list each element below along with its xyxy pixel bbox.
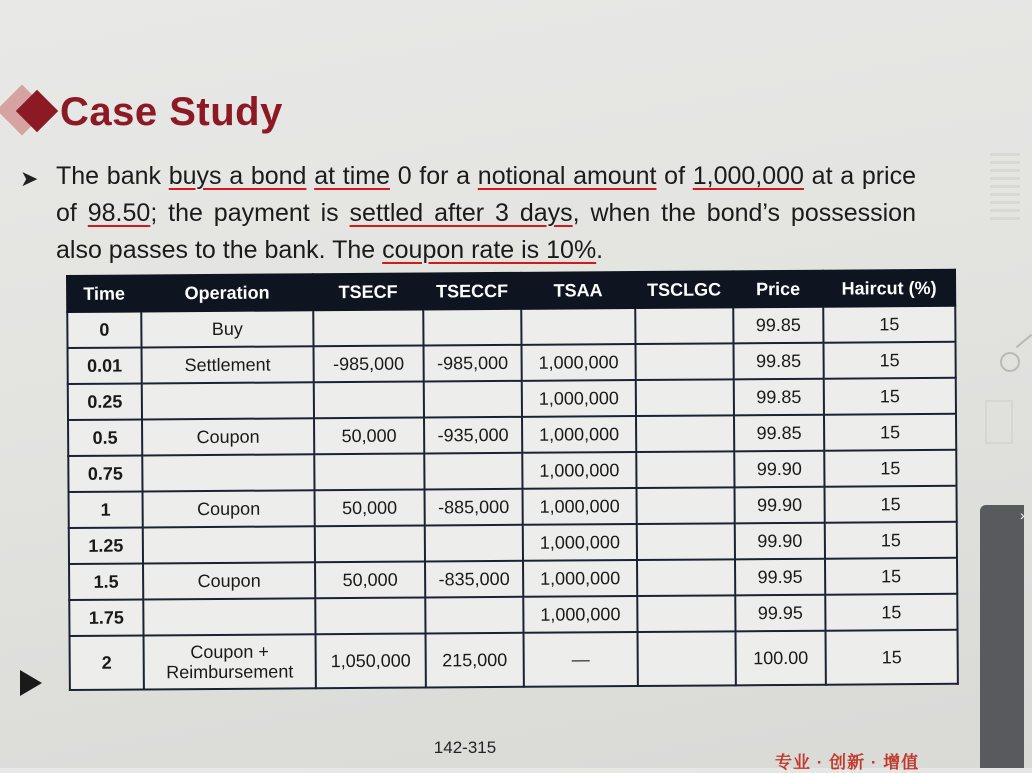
cell-time: 1.25 [69, 527, 143, 564]
header-tsaa: TSAA [521, 272, 635, 309]
cell-operation [142, 382, 314, 419]
underlined-phrase: 98.50 [87, 199, 151, 227]
header-time: Time [67, 275, 141, 312]
cell-haircut: 15 [825, 522, 957, 559]
background-decoration-line [1016, 334, 1032, 348]
background-decoration-circle [1000, 352, 1020, 372]
text-part: The bank [56, 162, 169, 190]
underlined-phrase: coupon rate is 10% [382, 236, 597, 264]
cell-time: 1 [69, 491, 143, 528]
case-description [56, 158, 916, 269]
table-row [69, 558, 957, 600]
cell-time: 0.5 [68, 419, 142, 456]
cell-tsaa: 1,000,000 [523, 524, 637, 561]
cell-tsecf: 50,000 [315, 490, 425, 527]
header-haircut: Haircut (%) [823, 270, 955, 307]
table-row [68, 414, 956, 456]
text-part: . [596, 236, 604, 264]
cell-tsclgc [636, 379, 734, 416]
cell-price: 99.95 [735, 595, 825, 632]
cell-price: 99.90 [734, 487, 824, 524]
cell-haircut: 15 [824, 486, 956, 523]
cell-price: 99.85 [733, 343, 823, 380]
cell-operation [143, 526, 315, 563]
cell-time: 0 [67, 311, 141, 348]
text-part: ; the payment is [150, 199, 350, 227]
cell-tsaa: 1,000,000 [523, 488, 637, 525]
slide-title: Case Study [60, 90, 283, 134]
underlined-phrase: 1,000,000 [692, 162, 804, 190]
cell-tsaa: 1,000,000 [522, 380, 636, 417]
cell-haircut: 15 [823, 306, 955, 343]
cell-tsecf: 50,000 [315, 562, 425, 599]
background-decoration [990, 150, 1020, 220]
cell-tsecf [314, 454, 424, 491]
cell-operation: Coupon [142, 418, 314, 455]
cell-tsclgc [637, 487, 735, 524]
cell-price: 99.85 [733, 307, 823, 344]
table-row [70, 630, 958, 690]
footer-slogan: 专业 · 创新 · 增值 [775, 753, 920, 772]
cell-price: 99.85 [734, 379, 824, 416]
cell-time: 2 [70, 635, 144, 690]
cell-price: 99.85 [734, 415, 824, 452]
underlined-phrase: at time [314, 162, 390, 190]
cell-operation: Coupon [143, 490, 315, 527]
cell-tseccf [425, 525, 523, 562]
cell-tsecf: 1,050,000 [316, 633, 426, 688]
cell-price: 99.90 [735, 523, 825, 560]
cell-tsclgc [636, 415, 734, 452]
cell-tsaa: 1,000,000 [523, 596, 637, 633]
cell-time: 0.01 [68, 347, 142, 384]
cell-tsecf [313, 310, 423, 347]
cell-tsecf [314, 382, 424, 419]
cell-tsaa: 1,000,000 [522, 416, 636, 453]
cell-tsaa: 1,000,000 [522, 452, 636, 489]
cell-haircut: 15 [824, 414, 956, 451]
cell-tsclgc [635, 343, 733, 380]
cell-tseccf [423, 309, 521, 346]
cell-tsaa [521, 308, 635, 345]
header-tsclgc: TSCLGC [635, 271, 733, 308]
text-part: 0 for a [389, 162, 478, 190]
text-part: , when the bond’s possession also passes to the bank. The [56, 199, 916, 264]
cursor-icon: › [1020, 507, 1025, 523]
header-tseccf: TSECCF [423, 273, 521, 310]
cell-operation: Settlement [142, 346, 314, 383]
text-part: at a price of [56, 162, 917, 227]
cell-tsclgc [638, 631, 736, 686]
table-row [68, 450, 956, 492]
cell-tsaa: — [524, 632, 638, 687]
cell-tseccf: -985,000 [424, 345, 522, 382]
table-header-row [67, 270, 955, 312]
table-row [68, 342, 956, 384]
cell-haircut: 15 [824, 450, 956, 487]
cell-time: 0.75 [68, 455, 142, 492]
cell-operation [143, 598, 315, 635]
underlined-phrase: buys a bond [168, 162, 307, 190]
background-decoration-square [985, 400, 1013, 444]
cell-operation [142, 454, 314, 491]
cell-haircut: 15 [826, 630, 958, 685]
cell-operation: Coupon [143, 562, 315, 599]
cell-tseccf: -935,000 [424, 417, 522, 454]
table-row [69, 594, 957, 636]
cell-tsclgc [637, 595, 735, 632]
table-row [67, 306, 955, 348]
cell-time: 0.25 [68, 383, 142, 420]
cell-tsecf [315, 526, 425, 563]
cell-time: 1.5 [69, 563, 143, 600]
cell-price: 99.95 [735, 559, 825, 596]
cell-tsclgc [635, 307, 733, 344]
cell-tseccf: -885,000 [425, 489, 523, 526]
cash-flow-table [66, 269, 959, 691]
cell-tsclgc [637, 559, 735, 596]
cell-operation: Coupon + Reimbursement [144, 634, 316, 689]
text-part: of [656, 162, 693, 190]
header-price: Price [733, 271, 823, 308]
cell-tseccf [424, 381, 522, 418]
cell-tsclgc [636, 451, 734, 488]
cell-tsaa: 1,000,000 [521, 344, 635, 381]
cell-tseccf [424, 453, 522, 490]
table-row [68, 378, 956, 420]
table-row [69, 486, 957, 528]
cell-tseccf: -835,000 [425, 561, 523, 598]
cell-tsecf: 50,000 [314, 418, 424, 455]
play-icon[interactable] [20, 670, 42, 696]
cell-time: 1.75 [69, 599, 143, 636]
cell-haircut: 15 [824, 378, 956, 415]
side-panel [980, 505, 1024, 768]
cell-haircut: 15 [825, 594, 957, 631]
cell-haircut: 15 [825, 558, 957, 595]
cell-operation: Buy [141, 310, 313, 347]
cell-tsecf: -985,000 [314, 346, 424, 383]
cell-tsclgc [637, 523, 735, 560]
underlined-phrase: notional amount [477, 162, 657, 190]
header-operation: Operation [141, 274, 313, 311]
cell-tsecf [315, 597, 425, 634]
page-number: 142-315 [433, 738, 497, 757]
arrow-bullet-icon: ➤ [20, 166, 39, 191]
cell-price: 100.00 [736, 631, 826, 686]
cell-tsaa: 1,000,000 [523, 560, 637, 597]
cell-tseccf [425, 597, 523, 634]
cell-price: 99.90 [734, 451, 824, 488]
table-row [69, 522, 957, 564]
cell-haircut: 15 [823, 342, 955, 379]
header-tsecf: TSECF [313, 274, 423, 311]
cell-tseccf: 215,000 [426, 633, 524, 688]
underlined-phrase: settled after 3 days [349, 199, 573, 227]
